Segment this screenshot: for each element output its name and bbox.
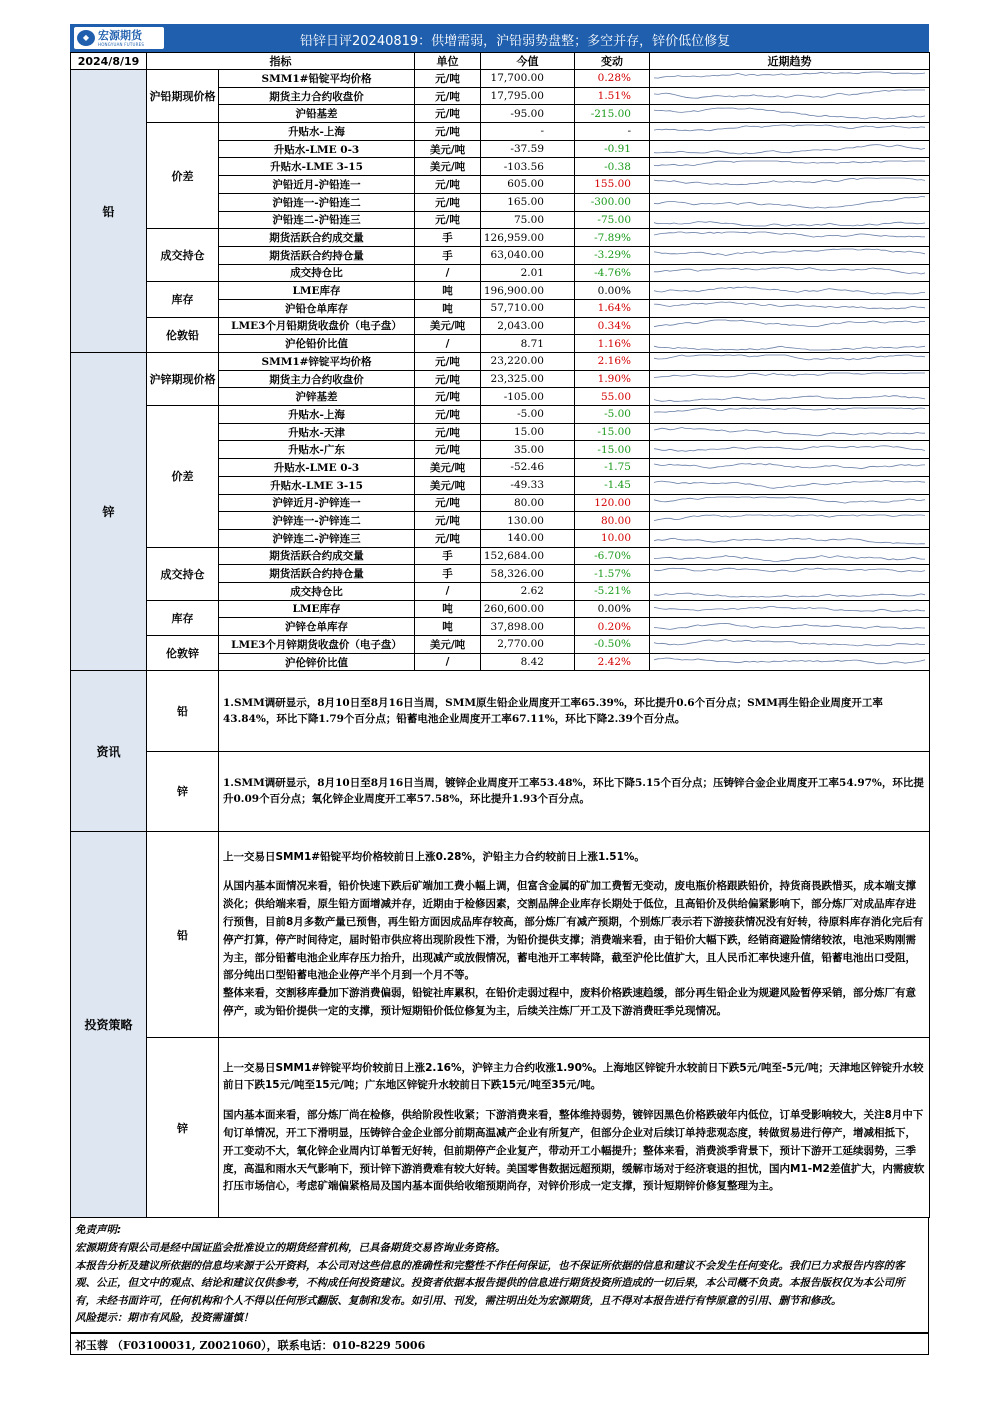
info-lead-label: 铅 (147, 671, 219, 751)
sparkline-icon (654, 176, 925, 192)
lead-category: 铅 (71, 70, 147, 353)
indicator-change: 1.64% (575, 299, 650, 317)
sparkline-icon (654, 88, 925, 104)
sparkline-icon (654, 442, 925, 458)
indicator-change: -5.21% (575, 582, 650, 600)
sparkline-icon (654, 265, 925, 281)
indicator-change: 0.20% (575, 618, 650, 636)
indicator-name: 沪铅连二-沪铅连三 (219, 211, 415, 229)
indicator-value: - (481, 123, 575, 141)
indicator-change: -4.76% (575, 264, 650, 282)
indicator-unit: 元/吨 (415, 87, 481, 105)
trend-sparkline (650, 123, 930, 141)
sparkline-icon (654, 477, 925, 493)
header-unit: 单位 (415, 53, 481, 70)
trend-sparkline (650, 264, 930, 282)
report-sheet (70, 24, 929, 1355)
sparkline-icon (654, 300, 925, 316)
trend-sparkline (650, 105, 930, 123)
strategy-zinc-p1: 上一交易日SMM1#锌锭平均价较前日上涨2.16%，沪锌主力合约收涨1.90%。上海地区锌锭升水较前日下跌5元/吨至-5元/吨；天津地区锌锭升水较前日下跌15元/吨至15元/吨；广东地区锌锭升水较前日下跌15元/吨至35元/吨。 (223, 1061, 924, 1092)
table-row (71, 123, 930, 141)
sparkline-icon (654, 601, 925, 617)
table-row (71, 547, 930, 565)
sparkline-icon (654, 424, 925, 440)
sparkline-icon (654, 283, 925, 299)
sparkline-icon (654, 406, 925, 422)
sparkline-icon (654, 459, 925, 475)
info-zinc-label: 锌 (147, 751, 219, 831)
table-header-row (71, 53, 930, 70)
indicator-value: 37,898.00 (481, 618, 575, 636)
indicator-value: 152,684.00 (481, 547, 575, 565)
info-category: 资讯 (71, 671, 147, 831)
lead-group-label: 成交持仓 (147, 229, 219, 282)
sparkline-icon (654, 389, 925, 405)
indicator-unit: 元/吨 (415, 529, 481, 547)
trend-sparkline (650, 547, 930, 565)
sparkline-icon (654, 566, 925, 582)
indicator-name: 期货活跃合约成交量 (219, 547, 415, 565)
indicator-value: 23,325.00 (481, 370, 575, 388)
indicator-unit: 吨 (415, 600, 481, 618)
indicator-unit: 美元/吨 (415, 459, 481, 477)
indicator-unit: 手 (415, 565, 481, 583)
company-logo (74, 27, 164, 49)
indicator-unit: 手 (415, 547, 481, 565)
indicator-name: LME库存 (219, 600, 415, 618)
sparkline-icon (654, 141, 925, 157)
indicator-name: 升贴水-上海 (219, 123, 415, 141)
trend-sparkline (650, 335, 930, 353)
indicator-name: 升贴水-LME 3-15 (219, 158, 415, 176)
trend-sparkline (650, 388, 930, 406)
indicator-value: 17,795.00 (481, 87, 575, 105)
indicator-change: - (575, 123, 650, 141)
lead-group-label: 价差 (147, 123, 219, 229)
indicator-name: 期货活跃合约持仓量 (219, 565, 415, 583)
sparkline-icon (654, 371, 925, 387)
trend-sparkline (650, 229, 930, 247)
sparkline-icon (654, 530, 925, 546)
header-trend: 近期趋势 (650, 53, 930, 70)
lead-group-label: 沪铅期现价格 (147, 70, 219, 123)
zinc-group-label: 沪锌期现价格 (147, 353, 219, 406)
sparkline-icon (654, 194, 925, 210)
indicator-value: 23,220.00 (481, 353, 575, 371)
strategy-lead-p1: 上一交易日SMM1#铅锭平均价格较前日上涨0.28%，沪铅主力合约较前日上涨1.51%。 (223, 850, 645, 863)
indicator-value: 8.42 (481, 653, 575, 671)
trend-sparkline (650, 582, 930, 600)
indicator-unit: 元/吨 (415, 441, 481, 459)
indicator-value: 2,043.00 (481, 317, 575, 335)
info-zinc-row (71, 751, 930, 831)
info-table (70, 671, 930, 832)
indicator-value: 126,959.00 (481, 229, 575, 247)
indicator-name: 升贴水-天津 (219, 423, 415, 441)
indicator-value: -103.56 (481, 158, 575, 176)
info-lead-text: 1.SMM调研显示，8月10日至8月16日当周，SMM原生铅企业周度开工率65.39%，环比提升0.6个百分点；SMM再生铅企业周度开工率43.84%，环比下降1.79个百分点；铅蓄电池企业周度开工率67.11%，环比下降2.39个百分点。 (219, 671, 930, 751)
indicator-unit: 元/吨 (415, 494, 481, 512)
indicator-value: 80.00 (481, 494, 575, 512)
indicator-unit: 元/吨 (415, 211, 481, 229)
sparkline-icon (654, 106, 925, 122)
sparkline-icon (654, 336, 925, 352)
strategy-zinc-row (71, 1038, 930, 1218)
trend-sparkline (650, 193, 930, 211)
indicator-value: 75.00 (481, 211, 575, 229)
disclaimer-line-3: 风险提示：期市有风险，投资需谨慎！ (75, 1312, 254, 1325)
indicator-unit: 吨 (415, 618, 481, 636)
trend-sparkline (650, 158, 930, 176)
trend-sparkline (650, 423, 930, 441)
indicator-change: -3.29% (575, 246, 650, 264)
trend-sparkline (650, 459, 930, 477)
sparkline-icon (654, 654, 925, 670)
indicator-name: 沪锌基差 (219, 388, 415, 406)
indicator-change: 1.90% (575, 370, 650, 388)
trend-sparkline (650, 636, 930, 654)
indicator-change: -0.50% (575, 636, 650, 654)
indicator-value: 63,040.00 (481, 246, 575, 264)
sparkline-icon (654, 318, 925, 334)
trend-sparkline (650, 653, 930, 671)
zinc-group-label: 库存 (147, 600, 219, 635)
indicator-name: LME库存 (219, 282, 415, 300)
indicator-value: 8.71 (481, 335, 575, 353)
zinc-group-label: 价差 (147, 406, 219, 548)
indicator-name: 成交持仓比 (219, 582, 415, 600)
trend-sparkline (650, 353, 930, 371)
indicator-name: 期货活跃合约持仓量 (219, 246, 415, 264)
indicator-change: -6.70% (575, 547, 650, 565)
strategy-category: 投资策略 (71, 832, 147, 1218)
trend-sparkline (650, 317, 930, 335)
indicator-value: 260,600.00 (481, 600, 575, 618)
indicator-name: 升贴水-LME 0-3 (219, 459, 415, 477)
indicator-name: 期货主力合约收盘价 (219, 87, 415, 105)
indicator-unit: / (415, 582, 481, 600)
indicator-unit: 元/吨 (415, 193, 481, 211)
table-row (71, 317, 930, 335)
sparkline-icon (654, 548, 925, 564)
indicator-change: -215.00 (575, 105, 650, 123)
indicator-change: 0.00% (575, 600, 650, 618)
indicator-name: 沪铅近月-沪铅连一 (219, 176, 415, 194)
indicator-value: -37.59 (481, 140, 575, 158)
trend-sparkline (650, 441, 930, 459)
sparkline-icon (654, 212, 925, 228)
indicator-value: 2.62 (481, 582, 575, 600)
indicator-change: -5.00 (575, 406, 650, 424)
indicator-change: 55.00 (575, 388, 650, 406)
indicator-unit: / (415, 653, 481, 671)
sparkline-icon (654, 70, 925, 86)
sparkline-icon (654, 247, 925, 263)
indicator-change: 0.28% (575, 70, 650, 88)
report-banner (70, 24, 929, 52)
indicator-value: -95.00 (481, 105, 575, 123)
indicator-change: -7.89% (575, 229, 650, 247)
indicator-unit: 美元/吨 (415, 158, 481, 176)
indicator-unit: 手 (415, 229, 481, 247)
indicator-change: -15.00 (575, 423, 650, 441)
zinc-category: 锌 (71, 353, 147, 671)
logo-mark-icon: ◆ (77, 30, 95, 46)
indicator-change: -0.91 (575, 140, 650, 158)
indicator-name: 期货主力合约收盘价 (219, 370, 415, 388)
table-row (71, 600, 930, 618)
header-indicator: 指标 (147, 53, 415, 70)
logo-en-text: HONGYUAN FUTURES (98, 41, 145, 47)
trend-sparkline (650, 246, 930, 264)
indicator-value: -105.00 (481, 388, 575, 406)
sparkline-icon (654, 230, 925, 246)
indicator-unit: 元/吨 (415, 370, 481, 388)
strategy-zinc-p2: 国内基本面来看，部分炼厂尚在检修，供给阶段性收紧；下游消费来看，整体维持弱势，镀锌因黑色价格跌破年内低位，订单受影响较大，关注8月中下旬订单情况，开工下滑明显，压铸锌合金企业部分前期高温减产企业有所复产，但部分企业对后续订单持悲观态度，转做贸易进行停产，增减相抵下，开工变动不大，氧化锌企业周内订单暂无好转，但前期停产企业复产，带动开工小幅提升；整体来看，消费淡季背景下，预计下游开工延续弱势，三季度，高温和雨水天气影响下，预计锌下游消费难有较大好转。美国零售数据远超预期，缓解市场对于经济衰退的担忧，国内M1-M2差值扩大，内需疲软打压市场信心，考虑矿端偏紧格局及国内基本面供给收缩预期尚存，对锌价形成一定支撑，预计短期锌价修复整理为主。 (223, 1109, 925, 1193)
sparkline-icon (654, 123, 925, 139)
indicator-name: 升贴水-LME 0-3 (219, 140, 415, 158)
indicator-change: -1.57% (575, 565, 650, 583)
indicator-name: 沪伦铅价比值 (219, 335, 415, 353)
indicator-value: 2.01 (481, 264, 575, 282)
indicator-change: -75.00 (575, 211, 650, 229)
table-row (71, 282, 930, 300)
indicator-name: 沪铅基差 (219, 105, 415, 123)
indicator-value: 165.00 (481, 193, 575, 211)
indicator-change: -1.45 (575, 476, 650, 494)
sparkline-icon (654, 636, 925, 652)
indicator-name: 成交持仓比 (219, 264, 415, 282)
strategy-lead-text (219, 832, 930, 1038)
zinc-group-label: 伦敦锌 (147, 636, 219, 671)
indicator-change: 2.42% (575, 653, 650, 671)
trend-sparkline (650, 282, 930, 300)
sparkline-icon (654, 619, 925, 635)
strategy-lead-p3: 整体来看，交割移库叠加下游消费偏弱，铅锭社库累积，在铅价走弱过程中，废料价格跌速趋缓，部分再生铅企业为规避风险暂停采销，部分炼厂有意停产，或为铅价提供一定的支撑，预计短期铅价低位修复为主，后续关注炼厂开工及下游消费旺季兑现情况。 (223, 987, 916, 1017)
indicator-value: 35.00 (481, 441, 575, 459)
indicator-unit: 元/吨 (415, 388, 481, 406)
indicator-unit: 美元/吨 (415, 140, 481, 158)
indicator-name: SMM1#锌锭平均价格 (219, 353, 415, 371)
strategy-lead-label: 铅 (147, 832, 219, 1038)
info-lead-row (71, 671, 930, 751)
indicator-name: 升贴水-广东 (219, 441, 415, 459)
indicator-change: 10.00 (575, 529, 650, 547)
indicator-unit: 吨 (415, 282, 481, 300)
indicator-unit: 美元/吨 (415, 636, 481, 654)
sparkline-icon (654, 159, 925, 175)
indicator-change: -300.00 (575, 193, 650, 211)
indicator-change: 0.00% (575, 282, 650, 300)
indicator-value: 15.00 (481, 423, 575, 441)
indicator-name: 沪锌连一-沪锌连二 (219, 512, 415, 530)
strategy-lead-p2: 从国内基本面情况来看，铅价快速下跌后矿端加工费小幅上调，但富含金属的矿加工费暂无变动，废电瓶价格跟跌铅价，持货商畏跌惜买，成本端支撑淡化；供给端来看，原生铅方面增减并存，近期由于检修因素，交割品牌企业库存长期处于低位，且高铅价及供给偏紧影响下，部分炼厂对成品库存进行预售，目前8月多数产量已预售，再生铅方面因成品库存较高，部分炼厂有减产预期，个别炼厂表示若下游接获情况没有好转，待原料库存消化完后有停产打算，停产时间待定，届时铅市供应将出现阶段性下滑，为铅价提供支撑；消费端来看，由于铅价大幅下跌，经销商避险情绪较浓，电池采购刚需为主，部分铅蓄电池企业库存压力抬升，出现减产或放假情况，蓄电池开工率转降，截至沪伦比值扩大，且人民币汇率快速升值，铅蓄电池出口受阻，部分纯出口型铅蓄电池企业停产半个月到一个月不等。 (223, 880, 924, 982)
indicator-value: 2,770.00 (481, 636, 575, 654)
indicator-value: 140.00 (481, 529, 575, 547)
indicator-name: 沪锌近月-沪锌连一 (219, 494, 415, 512)
indicator-value: 130.00 (481, 512, 575, 530)
sparkline-icon (654, 353, 925, 369)
price-table (70, 52, 930, 671)
indicator-value: 605.00 (481, 176, 575, 194)
table-row (71, 353, 930, 371)
indicator-name: 沪铅仓单库存 (219, 299, 415, 317)
trend-sparkline (650, 618, 930, 636)
trend-sparkline (650, 176, 930, 194)
trend-sparkline (650, 494, 930, 512)
indicator-unit: 美元/吨 (415, 476, 481, 494)
indicator-unit: / (415, 264, 481, 282)
strategy-table (70, 832, 930, 1219)
indicator-value: 58,326.00 (481, 565, 575, 583)
table-row (71, 636, 930, 654)
indicator-name: 沪铅连一-沪铅连二 (219, 193, 415, 211)
indicator-unit: / (415, 335, 481, 353)
analyst-contact: 祁玉蓉 （F03100031, Z0021060），联系电话：010-8229 5006 (70, 1333, 929, 1355)
lead-group-label: 伦敦铅 (147, 317, 219, 352)
strategy-lead-row (71, 832, 930, 1038)
trend-sparkline (650, 70, 930, 88)
trend-sparkline (650, 211, 930, 229)
header-change: 变动 (575, 53, 650, 70)
disclaimer-line-2: 本报告分析及建议所依据的信息均来源于公开资料，本公司对这些信息的准确性和完整性不作任何保证，也不保证所依据的信息和建议不会发生任何变化。我们已力求报告内容的客观、公正，但文中的观点、结论和建议仅供参考，不构成任何投资建议。投资者依据本报告提供的信息进行期货投资所造成的一切后果，本公司概不负责。本报告版权仅为本公司所有，未经书面许可，任何机构和个人不得以任何形式翻版、复制和发布。如引用、刊发，需注明出处为宏源期货，且不得对本报告进行有悖原意的引用、删节和修改。 (75, 1259, 905, 1307)
trend-sparkline (650, 140, 930, 158)
indicator-name: LME3个月铅期货收盘价（电子盘） (219, 317, 415, 335)
indicator-change: 2.16% (575, 353, 650, 371)
trend-sparkline (650, 512, 930, 530)
indicator-unit: 吨 (415, 299, 481, 317)
sparkline-icon (654, 495, 925, 511)
disclaimer (70, 1218, 929, 1333)
strategy-zinc-label: 锌 (147, 1038, 219, 1218)
trend-sparkline (650, 299, 930, 317)
zinc-group-label: 成交持仓 (147, 547, 219, 600)
indicator-name: SMM1#铅锭平均价格 (219, 70, 415, 88)
info-zinc-text: 1.SMM调研显示，8月10日至8月16日当周，镀锌企业周度开工率53.48%，环比下降5.15个百分点；压铸锌合金企业周度开工率54.97%，环比提升0.09个百分点；氧化锌企业周度开工率57.58%，环比提升1.93个百分点。 (219, 751, 930, 831)
indicator-change: -1.75 (575, 459, 650, 477)
indicator-name: 沪锌仓单库存 (219, 618, 415, 636)
logo-cn-text: 宏源期货 (98, 28, 142, 42)
trend-sparkline (650, 529, 930, 547)
sparkline-icon (654, 583, 925, 599)
indicator-change: 0.34% (575, 317, 650, 335)
indicator-value: -5.00 (481, 406, 575, 424)
indicator-unit: 元/吨 (415, 406, 481, 424)
header-value: 今值 (481, 53, 575, 70)
indicator-value: -49.33 (481, 476, 575, 494)
indicator-change: 80.00 (575, 512, 650, 530)
indicator-change: 120.00 (575, 494, 650, 512)
indicator-unit: 手 (415, 246, 481, 264)
indicator-value: 196,900.00 (481, 282, 575, 300)
strategy-zinc-text (219, 1038, 930, 1218)
trend-sparkline (650, 600, 930, 618)
lead-group-label: 库存 (147, 282, 219, 317)
sparkline-icon (654, 513, 925, 529)
indicator-unit: 元/吨 (415, 176, 481, 194)
trend-sparkline (650, 565, 930, 583)
indicator-unit: 美元/吨 (415, 317, 481, 335)
trend-sparkline (650, 406, 930, 424)
report-date: 2024/8/19 (71, 53, 147, 70)
indicator-name: LME3个月锌期货收盘价（电子盘） (219, 636, 415, 654)
indicator-value: -52.46 (481, 459, 575, 477)
indicator-unit: 元/吨 (415, 105, 481, 123)
indicator-unit: 元/吨 (415, 423, 481, 441)
indicator-change: -15.00 (575, 441, 650, 459)
table-row (71, 406, 930, 424)
indicator-name: 升贴水-LME 3-15 (219, 476, 415, 494)
indicator-change: 155.00 (575, 176, 650, 194)
disclaimer-line-1: 宏源期货有限公司是经中国证监会批准设立的期货经营机构，已具备期货交易咨询业务资格。 (75, 1241, 506, 1254)
indicator-unit: 元/吨 (415, 353, 481, 371)
indicator-name: 沪伦锌价比值 (219, 653, 415, 671)
indicator-unit: 元/吨 (415, 512, 481, 530)
indicator-value: 17,700.00 (481, 70, 575, 88)
table-row (71, 229, 930, 247)
disclaimer-title: 免责声明: (75, 1224, 122, 1237)
trend-sparkline (650, 370, 930, 388)
indicator-name: 沪锌连二-沪锌连三 (219, 529, 415, 547)
table-row (71, 70, 930, 88)
indicator-name: 期货活跃合约成交量 (219, 229, 415, 247)
indicator-change: -0.38 (575, 158, 650, 176)
indicator-change: 1.51% (575, 87, 650, 105)
indicator-name: 升贴水-上海 (219, 406, 415, 424)
indicator-unit: 元/吨 (415, 70, 481, 88)
indicator-change: 1.16% (575, 335, 650, 353)
indicator-value: 57,710.00 (481, 299, 575, 317)
report-title: 铅锌日评20240819：供增需弱，沪铅弱势盘整；多空并存，锌价低位修复 (300, 34, 731, 49)
trend-sparkline (650, 87, 930, 105)
trend-sparkline (650, 476, 930, 494)
indicator-unit: 元/吨 (415, 123, 481, 141)
